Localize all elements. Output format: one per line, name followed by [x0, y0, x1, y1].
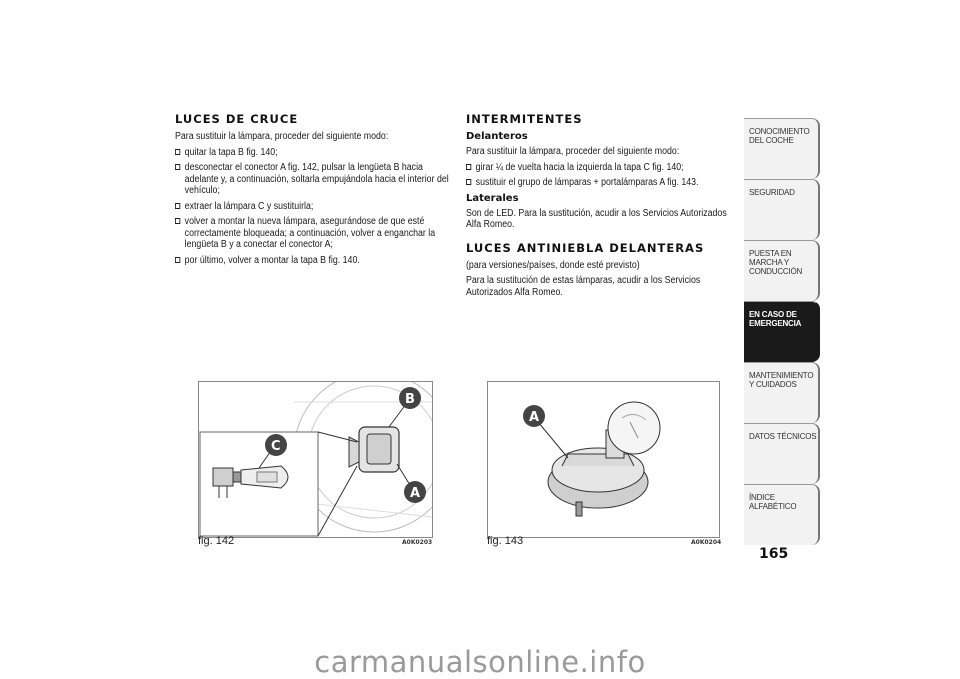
callout-b: B	[405, 392, 415, 407]
tab-datos-tecnicos[interactable]: DATOS TÉCNICOS	[744, 423, 820, 484]
tab-conocimiento-del-coche[interactable]: CONOCIMIENTO DEL COCHE	[744, 118, 820, 179]
callout-a: A	[410, 486, 421, 501]
antiniebla-text: Para la sustitución de estas lámparas, acudir a los Servicios Autorizados Alfa Romeo.	[466, 275, 701, 298]
tab-indice-alfabetico[interactable]: ÍNDICE ALFABÉTICO	[744, 484, 820, 545]
step-item: quitar la tapa B fig. 140;	[175, 147, 456, 159]
tab-en-caso-de-emergencia[interactable]: EN CASO DE EMERGENCIA	[744, 301, 820, 362]
step-item: sustituir el grupo de lámparas + portalámparas A fig. 143.	[466, 177, 747, 189]
note-text: (para versiones/países, donde esté previsto)	[466, 259, 640, 271]
figure-143-illustration	[487, 381, 720, 538]
section-heading-antiniebla: LUCES ANTINIEBLA DELANTERAS	[466, 240, 705, 255]
step-item: desconectar el conector A fig. 142, pulsar la lengüeta B hacia adelante y, a continuación, soltarla empujándola hacia el interior del vehículo;	[175, 162, 456, 197]
figure-142-illustration	[198, 381, 433, 538]
figure-142-caption: fig. 142	[198, 535, 235, 547]
step-item: extraer la lámpara C y sustituirla;	[175, 201, 456, 213]
tab-puesta-en-marcha[interactable]: PUESTA EN MARCHA Y CONDUCCIÓN	[744, 240, 820, 301]
section-heading-intermitentes: INTERMITENTES	[466, 112, 583, 126]
tab-mantenimiento[interactable]: MANTENIMIENTO Y CUIDADOS	[744, 362, 820, 423]
step-item: volver a montar la nueva lámpara, asegurándose de que esté correctamente bloqueada; a continuación, volver a enganchar la lengüeta B y a conectar el conector A;	[175, 216, 456, 251]
page-number: 165	[759, 546, 789, 562]
section-heading-luces-de-cruce: LUCES DE CRUCE	[175, 112, 299, 126]
right-column	[466, 112, 736, 302]
chapter-tabs	[744, 118, 820, 545]
figure-142-code: A0K0203	[402, 539, 433, 546]
intro-text: Para sustituir la lámpara, proceder del siguiente modo:	[466, 146, 680, 157]
figure-143-caption: fig. 143	[487, 535, 524, 547]
tab-seguridad[interactable]: SEGURIDAD	[744, 179, 820, 240]
left-column	[175, 112, 449, 270]
laterales-text: Son de LED. Para la sustitución, acudir a los Servicios Autorizados Alfa Romeo.	[466, 207, 727, 230]
callout-c: C	[271, 439, 281, 454]
figure-143-code: A0K0204	[691, 539, 722, 546]
step-item: girar ¼ de vuelta hacia la izquierda la tapa C fig. 140;	[466, 162, 747, 174]
callout-a: A	[529, 410, 540, 425]
subheading-delanteros: Delanteros	[466, 131, 528, 142]
subheading-laterales: Laterales	[466, 192, 519, 204]
intro-text: Para sustituir la lámpara, proceder del siguiente modo:	[175, 131, 389, 142]
step-item: por último, volver a montar la tapa B fig. 140.	[175, 255, 456, 267]
watermark: carmanualsonline.info	[314, 645, 646, 679]
